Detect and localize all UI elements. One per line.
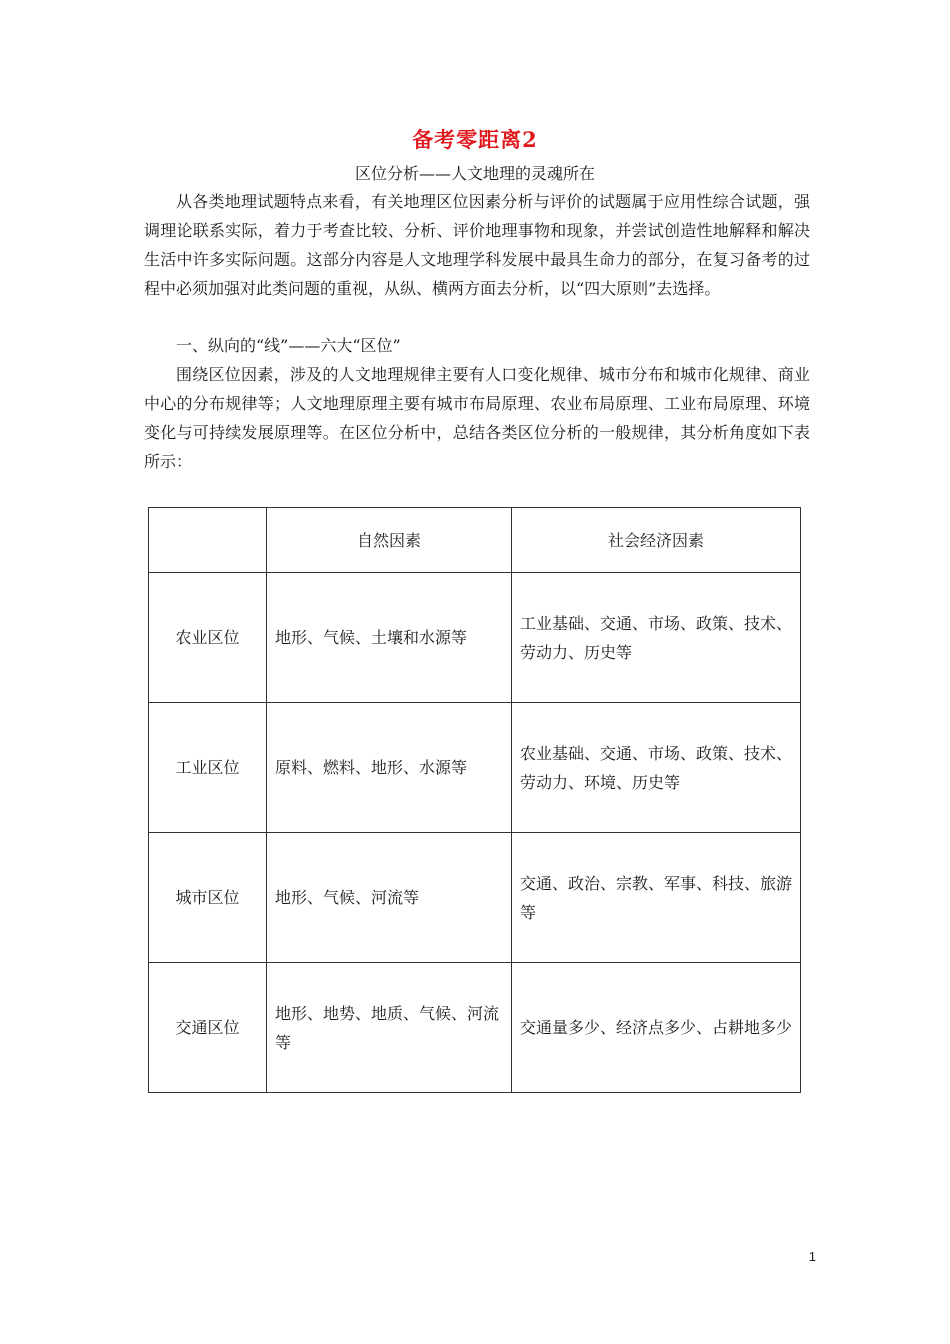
table-header-cell: 社会经济因素 xyxy=(512,508,801,573)
table-header-row xyxy=(149,508,801,573)
natural-factors-cell: 地形、气候、河流等 xyxy=(267,833,512,963)
social-factors-cell: 农业基础、交通、市场、政策、技术、劳动力、环境、历史等 xyxy=(512,703,801,833)
page-title: 备考零距离2 xyxy=(412,127,538,152)
table-row xyxy=(149,833,801,963)
row-label-cell: 工业区位 xyxy=(149,703,267,833)
table-row xyxy=(149,573,801,703)
natural-factors-cell: 原料、燃料、地形、水源等 xyxy=(267,703,512,833)
natural-factors-cell: 地形、气候、土壤和水源等 xyxy=(267,573,512,703)
table-header-cell xyxy=(149,508,267,573)
row-label-cell: 城市区位 xyxy=(149,833,267,963)
section-heading: 一、纵向的“线”——六大“区位” xyxy=(176,336,401,355)
page-number: 1 xyxy=(808,1249,816,1264)
social-factors-cell: 交通、政治、宗教、军事、科技、旅游等 xyxy=(512,833,801,963)
table-header-cell: 自然因素 xyxy=(267,508,512,573)
social-factors-cell: 工业基础、交通、市场、政策、技术、劳动力、历史等 xyxy=(512,573,801,703)
social-factors-cell: 交通量多少、经济点多少、占耕地多少 xyxy=(512,963,801,1093)
location-factors-table xyxy=(148,507,801,1093)
body-paragraph: 围绕区位因素，涉及的人文地理规律主要有人口变化规律、城市分布和城市化规律、商业中心的分布规律等；人文地理原理主要有城市布局原理、农业布局原理、工业布局原理、环境变化与可持续发展原理等。在区位分析中，总结各类区位分析的一般规律，其分析角度如下表所示： xyxy=(144,365,810,471)
intro-paragraph: 从各类地理试题特点来看，有关地理区位因素分析与评价的试题属于应用性综合试题，强调理论联系实际，着力于考查比较、分析、评价地理事物和现象，并尝试创造性地解释和解决生活中许多实际问题。这部分内容是人文地理学科发展中最具生命力的部分，在复习备考的过程中必须加强对此类问题的重视，从纵、横两方面去分析，以“四大原则”去选择。 xyxy=(144,192,810,298)
page-subtitle: 区位分析——人文地理的灵魂所在 xyxy=(354,164,595,183)
table-row xyxy=(149,963,801,1093)
natural-factors-cell: 地形、地势、地质、气候、河流等 xyxy=(267,963,512,1093)
row-label-cell: 农业区位 xyxy=(149,573,267,703)
table-row xyxy=(149,703,801,833)
row-label-cell: 交通区位 xyxy=(149,963,267,1093)
